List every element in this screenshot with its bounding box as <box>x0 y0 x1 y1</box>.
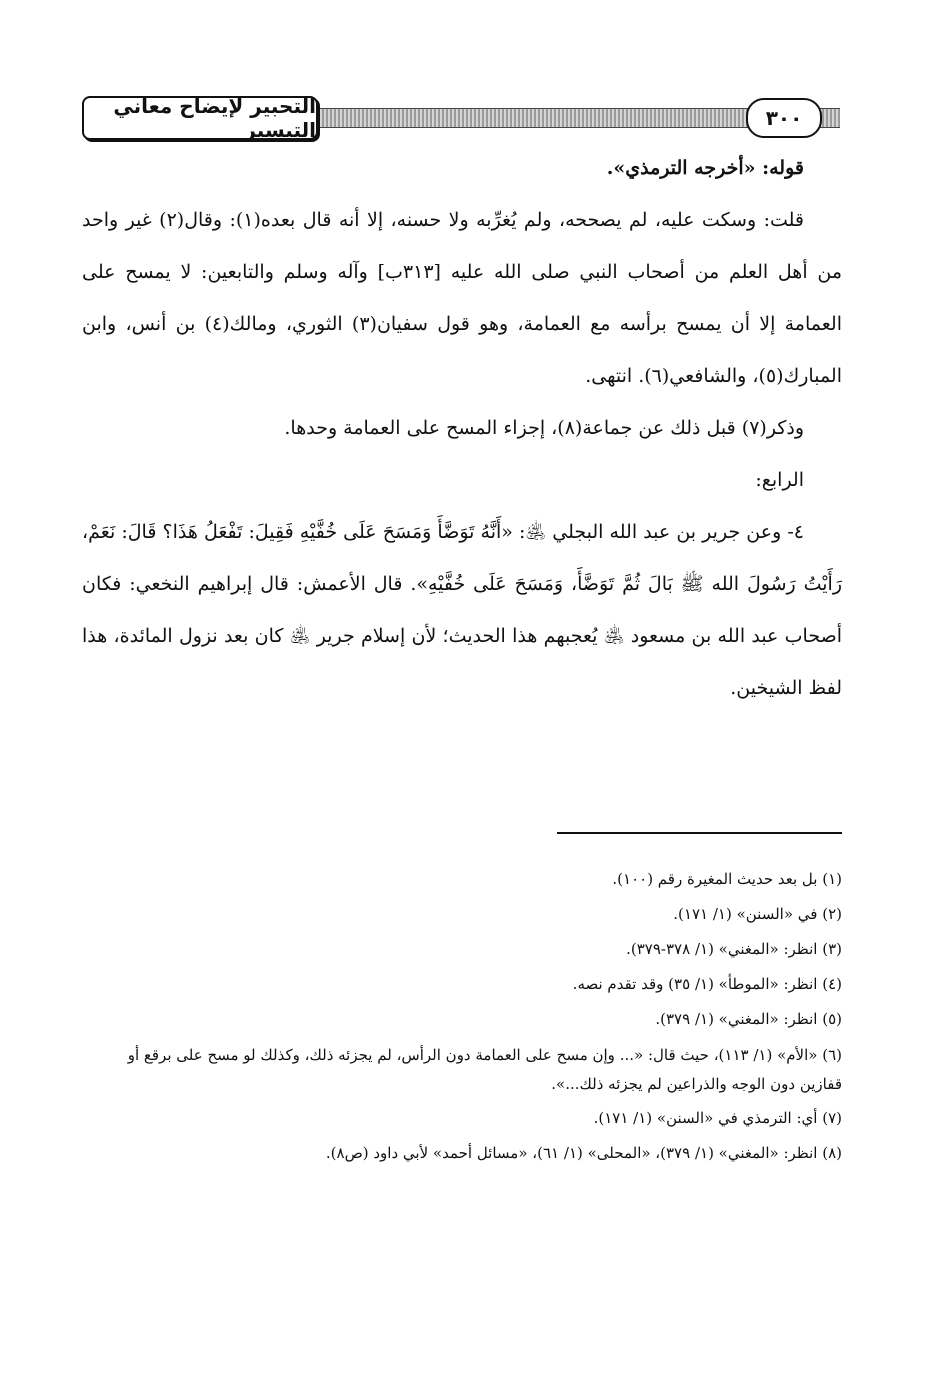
footnote-8: (٨) انظر: «المغني» (١/ ٣٧٩)، «المحلى» (١/ ٦١)، «مسائل أحمد» لأبي داود (ص٨). <box>325 1144 842 1162</box>
footnote-4: (٤) انظر: «الموطأ» (١/ ٣٥) وقد تقدم نصه. <box>572 975 842 993</box>
footnote-1: (١) بل بعد حديث المغيرة رقم (١٠٠). <box>612 870 842 888</box>
footnote-separator <box>557 832 842 834</box>
footnote-2: (٢) في «السنن» (١/ ١٧١). <box>673 905 842 923</box>
paragraph-quote: قوله: «أخرجه الترمذي». <box>606 157 804 179</box>
page-number: ٣٠٠ <box>746 98 822 138</box>
footnote-5: (٥) انظر: «المغني» (١/ ٣٧٩). <box>655 1010 842 1028</box>
footnote-6: (٦) «الأم» (١/ ١١٣)، حيث قال: «... وإن مسح على العمامة دون الرأس، لم يجزئه ذلك، وكذلك لو مسح على برقع أو قفازين دون الوجه والذراعين لم يجزئه ذلك...». <box>127 1046 842 1093</box>
section-heading: الرابع: <box>755 469 804 491</box>
book-title: التحبير لإيضاح معاني التيسير <box>82 96 318 140</box>
paragraph-comment: قلت: وسكت عليه، لم يصححه، ولم يُغرِّبه ولا حسنه، إلا أنه قال بعده(١): وقال(٢) غير واحد من أهل العلم من أصحاب النبي صلى الله عليه [٣١٣ب] وآله وسلم والتابعين: لا يمسح على العمامة إلا أن يمسح برأسه مع العمامة، وهو قول سفيان(٣) الثوري، ومالك(٤) بن أنس، وابن المبارك(٥)، والشافعي(٦). انتهى. <box>82 209 842 387</box>
footnote-7: (٧) أي: الترمذي في «السنن» (١/ ١٧١). <box>593 1109 842 1127</box>
main-text <box>82 142 842 714</box>
footnote-3: (٣) انظر: «المغني» (١/ ٣٧٨-٣٧٩). <box>626 940 842 958</box>
footnotes <box>82 862 842 1171</box>
paragraph-hadith: ٤- وعن جرير بن عبد الله البجلي ﵁: «أَنَّهُ تَوَضَّأَ وَمَسَحَ عَلَى خُفَّيْهِ فَقِيلَ: تَفْعَلُ هَذَا؟ قَالَ: نَعَمْ، رَأَيْتُ رَسُولَ الله ﷺ بَالَ ثُمَّ تَوَضَّأَ، وَمَسَحَ عَلَى خُفَّيْهِ». قال الأعمش: قال إبراهيم النخعي: فكان أصحاب عبد الله بن مسعود ﵁ يُعجبهم هذا الحديث؛ لأن إسلام جرير ﵁ كان بعد نزول المائدة، هذا لفظ الشيخين. <box>82 521 842 699</box>
running-header <box>82 96 840 140</box>
paragraph-mention: وذكر(٧) قبل ذلك عن جماعة(٨)، إجزاء المسح على العمامة وحدها. <box>284 417 804 439</box>
